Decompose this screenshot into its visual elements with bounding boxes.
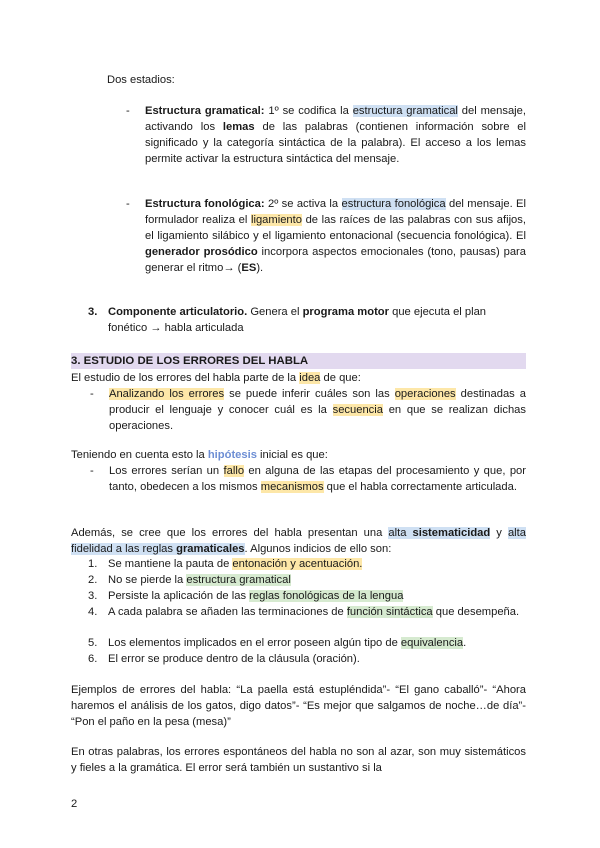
list-number: 5.: [88, 637, 98, 649]
bullet-marker: -: [90, 465, 94, 477]
bullet-marker: -: [126, 105, 130, 117]
list-item: [88, 572, 526, 588]
hypothesis-text: Los errores serían un fallo en alguna de las etapas del procesamiento y que, por tanto, obedecen a los mismos mecanismos que el habla correctamente articulada.: [109, 465, 526, 493]
list-number: 3.: [88, 590, 98, 602]
list-number: 4.: [88, 606, 98, 618]
final-paragraph: En otras palabras, los errores espontáneos del habla no son al azar, son muy sistemáticos y fieles a la gramática. El error será también un sustantivo si la: [71, 746, 526, 774]
intro-text: Dos estadios:: [107, 74, 175, 86]
list-item-text: No se pierde la estructura gramatical: [108, 574, 291, 586]
list-item: [88, 604, 526, 620]
component-3-text: Componente articulatorio. Genera el programa motor que ejecuta el plan fonético → habla articulada: [108, 306, 487, 334]
stage-item-fonologica: [126, 196, 526, 276]
list-number: 2.: [88, 574, 98, 586]
list-number: 3.: [88, 306, 98, 318]
section-heading: 3. ESTUDIO DE LOS ERRORES DEL HABLA: [71, 353, 526, 369]
list-item-text: A cada palabra se añaden las terminaciones de función sintáctica que desempeña.: [108, 606, 520, 618]
premise-text: Analizando los errores se puede inferir cuáles son las operaciones destinadas a producir el lenguaje y conocer cuál es la secuencia en que se realizan dichas operaciones.: [109, 388, 526, 432]
list-item-text: El error se produce dentro de la cláusula (oración).: [108, 653, 360, 665]
list-number: 6.: [88, 653, 98, 665]
page-number: 2: [71, 798, 78, 810]
bullet-marker: -: [126, 198, 130, 210]
component-3-item: [88, 304, 526, 336]
list-item: [88, 588, 526, 604]
stage-item-gramatical: [126, 103, 526, 167]
list-item-text: Los elementos implicados en el error poseen algún tipo de equivalencia.: [108, 637, 467, 649]
systematicity-paragraph: Además, se cree que los errores del habla presentan una alta sistematicidad y alta fidelidad a las reglas gramaticales. Algunos indicios de ello son:: [71, 527, 526, 555]
examples-paragraph: Ejemplos de errores del habla: “La paella está estupléndida”- “El gano caballó”- “Ahora haremos el análisis de los gatos, digo datos”- “Es mejor que salgamos de noche…de día”- “Pon el paño en la pesa (mesa)”: [71, 684, 526, 728]
stage-text: Estructura fonológica: 2º se activa la estructura fonológica del mensaje. El formulador realiza el ligamiento de las raíces de las palabras con sus afijos, el ligamiento silábico y el ligamiento entonacional (secuencia fonológica). El generador prosódico incorpora aspectos emocionales (tono, pausas) para generar el ritmo→ (ES).: [145, 198, 526, 274]
list-number: 1.: [88, 558, 98, 570]
hypothesis-paragraph: Teniendo en cuenta esto la hipótesis inicial es que:: [71, 449, 328, 461]
bullet-marker: -: [90, 388, 94, 400]
list-item-text: Se mantiene la pauta de entonación y acentuación.: [108, 558, 363, 570]
stage-text: Estructura gramatical: 1º se codifica la estructura gramatical del mensaje, activando los lemas de las palabras (contienen información sobre el significado y la categoría sintáctica de la palabra). El acceso a los lemas permite activar la estructura sintáctica del mensaje.: [145, 105, 526, 165]
list-item: [88, 651, 526, 667]
premise-bullet: [90, 386, 526, 434]
list-item: [88, 556, 526, 572]
hypothesis-bullet: [90, 463, 526, 495]
list-item-text: Persiste la aplicación de las reglas fonológicas de la lengua: [108, 590, 404, 602]
intro-paragraph: El estudio de los errores del habla parte de la idea de que:: [71, 372, 361, 384]
list-item: [88, 635, 526, 651]
